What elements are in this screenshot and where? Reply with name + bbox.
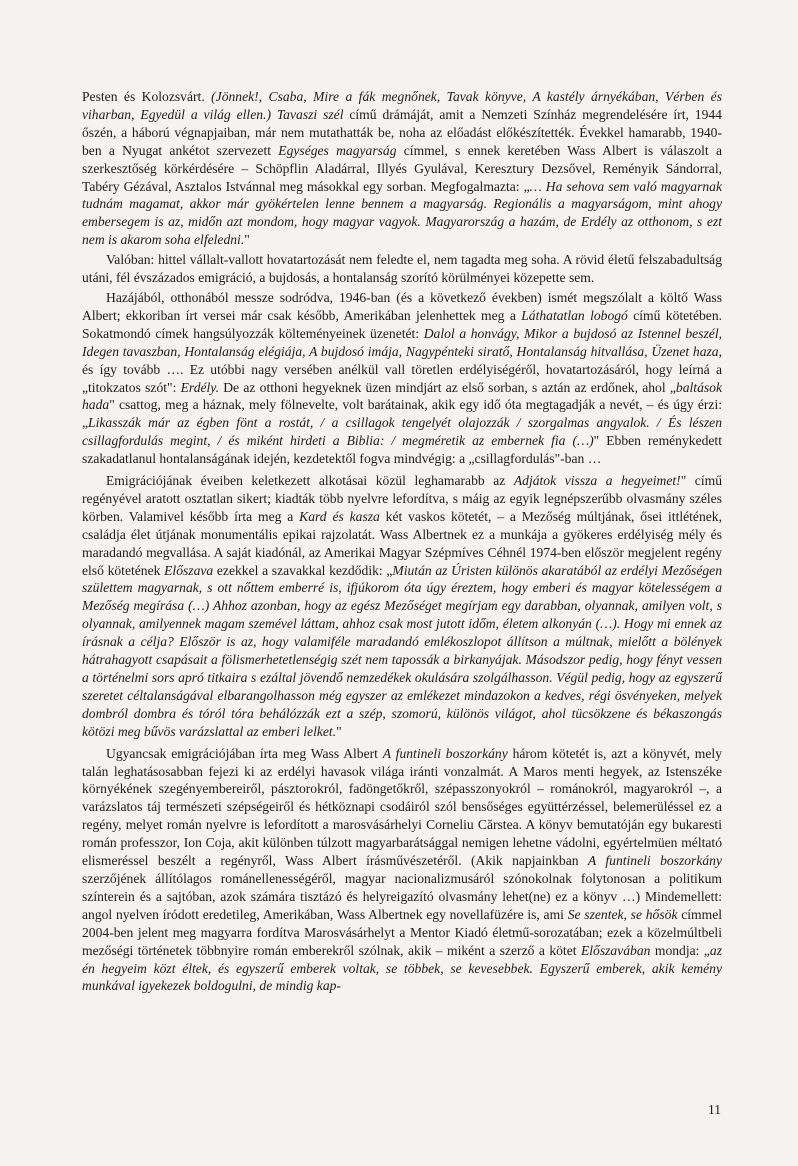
italic-text: Miután az Úristen különös akaratából az erdélyi Mezőségen születtem magyarnak, s ott nőttem emberré is, ifjúkorom óta úgy éreztem, hogy emberi és magyar kötelességem a Mezőség megírása (…) Ahhoz azonban, hogy az egész Mezőséget megírjam egy darabban, olyannak, amilyen volt, s olyannak, amilyennek magam szemével láttam, ahhoz csak most jutott időm, életem alkonyán (…). Hogy mi ennek az írásnak a célja? Először is az, hogy valamiféle maradandó emlékoszlopot állítson a múltnak, mielőtt a bölények hátrahagyott csapásait a fölismerhetetlenségig szét nem tapossák a birkanyájak. Másodszor pedig, hogy fényt vessen a történelmi sors apró titkaira s ezáltal jövendő nemzedékek okulására szolgálhasson. Végül pedig, hogy az egyszerű szeretet céltalanságával elbarangolhasson még egyszer az emlékezet mindazokon a kedves, régi ösvényeken, melyek dombról dombra és tóról tóra behálózzák ezt a szép, szomorú, különös világot, ahol tücsökzene és békaszongás kötözi meg bűvös varázslattal az emberi lelket. bbox=[82, 562, 722, 739]
italic-text: … Ha sehova sem való magyarnak tudnám magamat, akkor már gyökértelen lenne bennem a magyarság. Regionális a magyarságom, mint ahogy embersegem is az, midőn azt mondom, hogy magyar vagyok. Magyarország a hazám, de Erdély az otthonom, s ezt nem is akarom soha elfeledni. bbox=[82, 178, 722, 248]
italic-text: A funtineli boszorkány bbox=[587, 853, 722, 869]
text-span: " című regényével aratott osztatlan sikert; kiadták több nyelvre lefordítva, s máig az egyik legnépszerűbb olvasmány széles körben. Valamivel később írta meg a bbox=[82, 473, 722, 524]
text-span: Emigrációjának éveiben keletkezett alkotásai közül leghamarabb az bbox=[106, 473, 514, 489]
text-span: és így tovább …. Ez utóbbi nagy versében anélkül vall töretlen erdélyiségéről, hovatartozásáról, hogy leírná a „titokzatos szót": bbox=[82, 361, 722, 395]
paragraph bbox=[82, 88, 722, 249]
text-span: Valóban: hittel vállalt-vallott hovatartozását nem feledte el, nem tagadta meg soha. A rövid életű felszabadultság utáni, fél évszázados emigráció, a bujdosás, a hontalanság szorító körülményei közepette sem. bbox=[82, 252, 722, 286]
italic-text: Se szentek, se hősök bbox=[567, 906, 678, 922]
italic-text: Egységes magyarság bbox=[278, 142, 397, 158]
text-span: két vaskos kötetét, – a Mezőség múltjának, ősei ittlétének, családja élet útjának monumentális epikai rajzolatát. Wass Albertnek ez a munkája a gyökeres erdélyiség mély és maradandó megvallása. A saját kiadónál, az Amerikai Magyar Szépmíves Céhnél 1974-ben először megjelent regény első kötetének bbox=[82, 508, 722, 578]
document-body bbox=[82, 88, 722, 997]
text-span: " bbox=[244, 232, 250, 248]
text-span: " Ebben reménykedett szakadatlanul hontalanságának idején, kezdetektől fogva mindvégig: a „csillagfordulás"-ban … bbox=[82, 433, 722, 467]
italic-text: Dalol a honvágy, Mikor a bujdosó az Istennel beszél, Idegen tavaszban, Hontalanság elégiája, A bujdosó imája, Nagypénteki siratő, Hontalanság hitvallása, Üzenet haza, bbox=[82, 325, 722, 359]
paragraph bbox=[82, 289, 722, 468]
italic-text: Láthatatlan lobogó bbox=[521, 307, 628, 323]
italic-text: Likasszák már az égben fönt a rostát, / a csillagok tengelyét olajozzák / szorgalmas angyalok. / És lészen csillagfordulás megint, / és miként hirdeti a Biblia: / megméretik az embernek fia (…) bbox=[82, 415, 722, 449]
italic-text: Előszavában bbox=[580, 942, 651, 958]
italic-text: Kard és kasza bbox=[299, 508, 380, 524]
italic-text: baltások hada bbox=[82, 379, 722, 413]
italic-text: Erdély. bbox=[180, 379, 219, 395]
text-span: " csattog, meg a háznak, mely fölnevelte, volt barátainak, akik egy idő óta megtagadják a nevét, – és úgy érzi: „ bbox=[82, 397, 722, 431]
italic-text: (Jönnek!, Csaba, Mire a fák megnőnek, Tavak könyve, A kastély árnyékában, Vérben és viharban, Egyedül a világ ellen.) bbox=[82, 89, 723, 122]
text-span: szerzőjének állítólagos románellenességéről, magyar nacionalizmusáról szónokolnak folytonosan a politikum színterein és a sajtóban, azok számára tisztázó és helyreigazító olvasmány lehet(ne) ez a könyv …) Mindemellett: angol nyelven íródott eredetileg, Amerikában, Wass Albertnek egy novellafüzére is, ami bbox=[82, 870, 722, 922]
italic-text: Előszava bbox=[164, 562, 214, 578]
text-span: Pesten és Kolozsvárt. bbox=[82, 89, 212, 104]
paragraph bbox=[82, 251, 722, 287]
italic-text: az én hegyeim közt éltek, és egyszerű emberek voltak, se többek, se kevesebbek. Egyszerű emberek, akik kemény munkával igyekezek boldogulni, de mindig kap- bbox=[82, 942, 722, 994]
page-number: 11 bbox=[708, 1102, 722, 1117]
text-span: című kötetében. Sokatmondó címek hangsúlyozzák költeményeinek üzenetét: bbox=[82, 307, 723, 341]
italic-text: Tavaszi szél bbox=[276, 106, 344, 122]
text-span: " bbox=[336, 723, 342, 739]
text-span: ezekkel a szavakkal kezdődik: „ bbox=[213, 562, 393, 578]
paragraph bbox=[82, 745, 722, 996]
text-span: mondja: „ bbox=[650, 942, 710, 958]
text-span: Ugyancsak emigrációjában írta meg Wass Albert bbox=[106, 745, 383, 761]
text-span: címmel, s ennek keretében Wass Albert is válaszolt a szerkesztőség körkérdésére – Schöpflin Aladárral, Illyés Gyulával, Keresztury Dezsővel, Reményik Sándorral, Tabéry Gézával, Asztalos Istvánnal meg másokkal egy sorban. Megfogalmazta: „ bbox=[82, 142, 722, 194]
text-span: három kötetét is, azt a könyvét, mely talán leghatásosabban fejezi ki az erdélyi havasok világa iránti vonzalmát. A Maros menti hegyek, az Istenszéke környékének szegényembereiről, pásztorokról, fadöngetőkről, szépasszonyokról – románokról, magyarokról –, a varázslatos táj természeti szépségeiről és hétköznapi csodáiról szól bensőséges együttérzéssel, belemerüléssel ez a regény, melyet román nyelvre is lefordított a marosvásárhelyi Corneliu Cărstea. A könyv bemutatóján egy bukaresti román professzor, Ion Coja, akit különben túlzott magyarbarátsággal nemigen lehetne vádolni, egyértelmüen méltató elismeréssel beszélt a regényről, Wass Albert írásművészetéről. (Akik napjainkban bbox=[82, 745, 722, 869]
text-span: című drámáját, amit a Nemzeti Színház megrendelésére írt, 1944 őszén, a háború végnapjaiban, már nem mutathatták be, noha az előadást előkészítették. Évekkel hamarabb, 1940-ben a Nyugat ankétot szervezett bbox=[82, 106, 722, 158]
text-span: címmel 2004-ben jelent meg magyarra fordítva Marosvásárhelyt a Mentor Kiadó életmű-sorozatában; ezek a közelmúltbeli mezőségi történetek többnyire román emberekről szólnak, akik – miként a szerző a kötet bbox=[82, 906, 723, 958]
text-span: De az otthoni hegyeknek üzen mindjárt az első sorban, s aztán az erdőnek, ahol „ bbox=[219, 379, 676, 395]
italic-text: A funtineli boszorkány bbox=[382, 745, 508, 761]
italic-text: Adjátok vissza a hegyeimet! bbox=[513, 473, 681, 489]
paragraph bbox=[82, 472, 722, 741]
text-span: Hazájából, otthonából messze sodródva, 1946-ban (és a következő években) ismét megszólalt a költő Wass Albert; ekkoriban írt versei már csak később, Amerikában jelenhettek meg a bbox=[82, 289, 722, 323]
